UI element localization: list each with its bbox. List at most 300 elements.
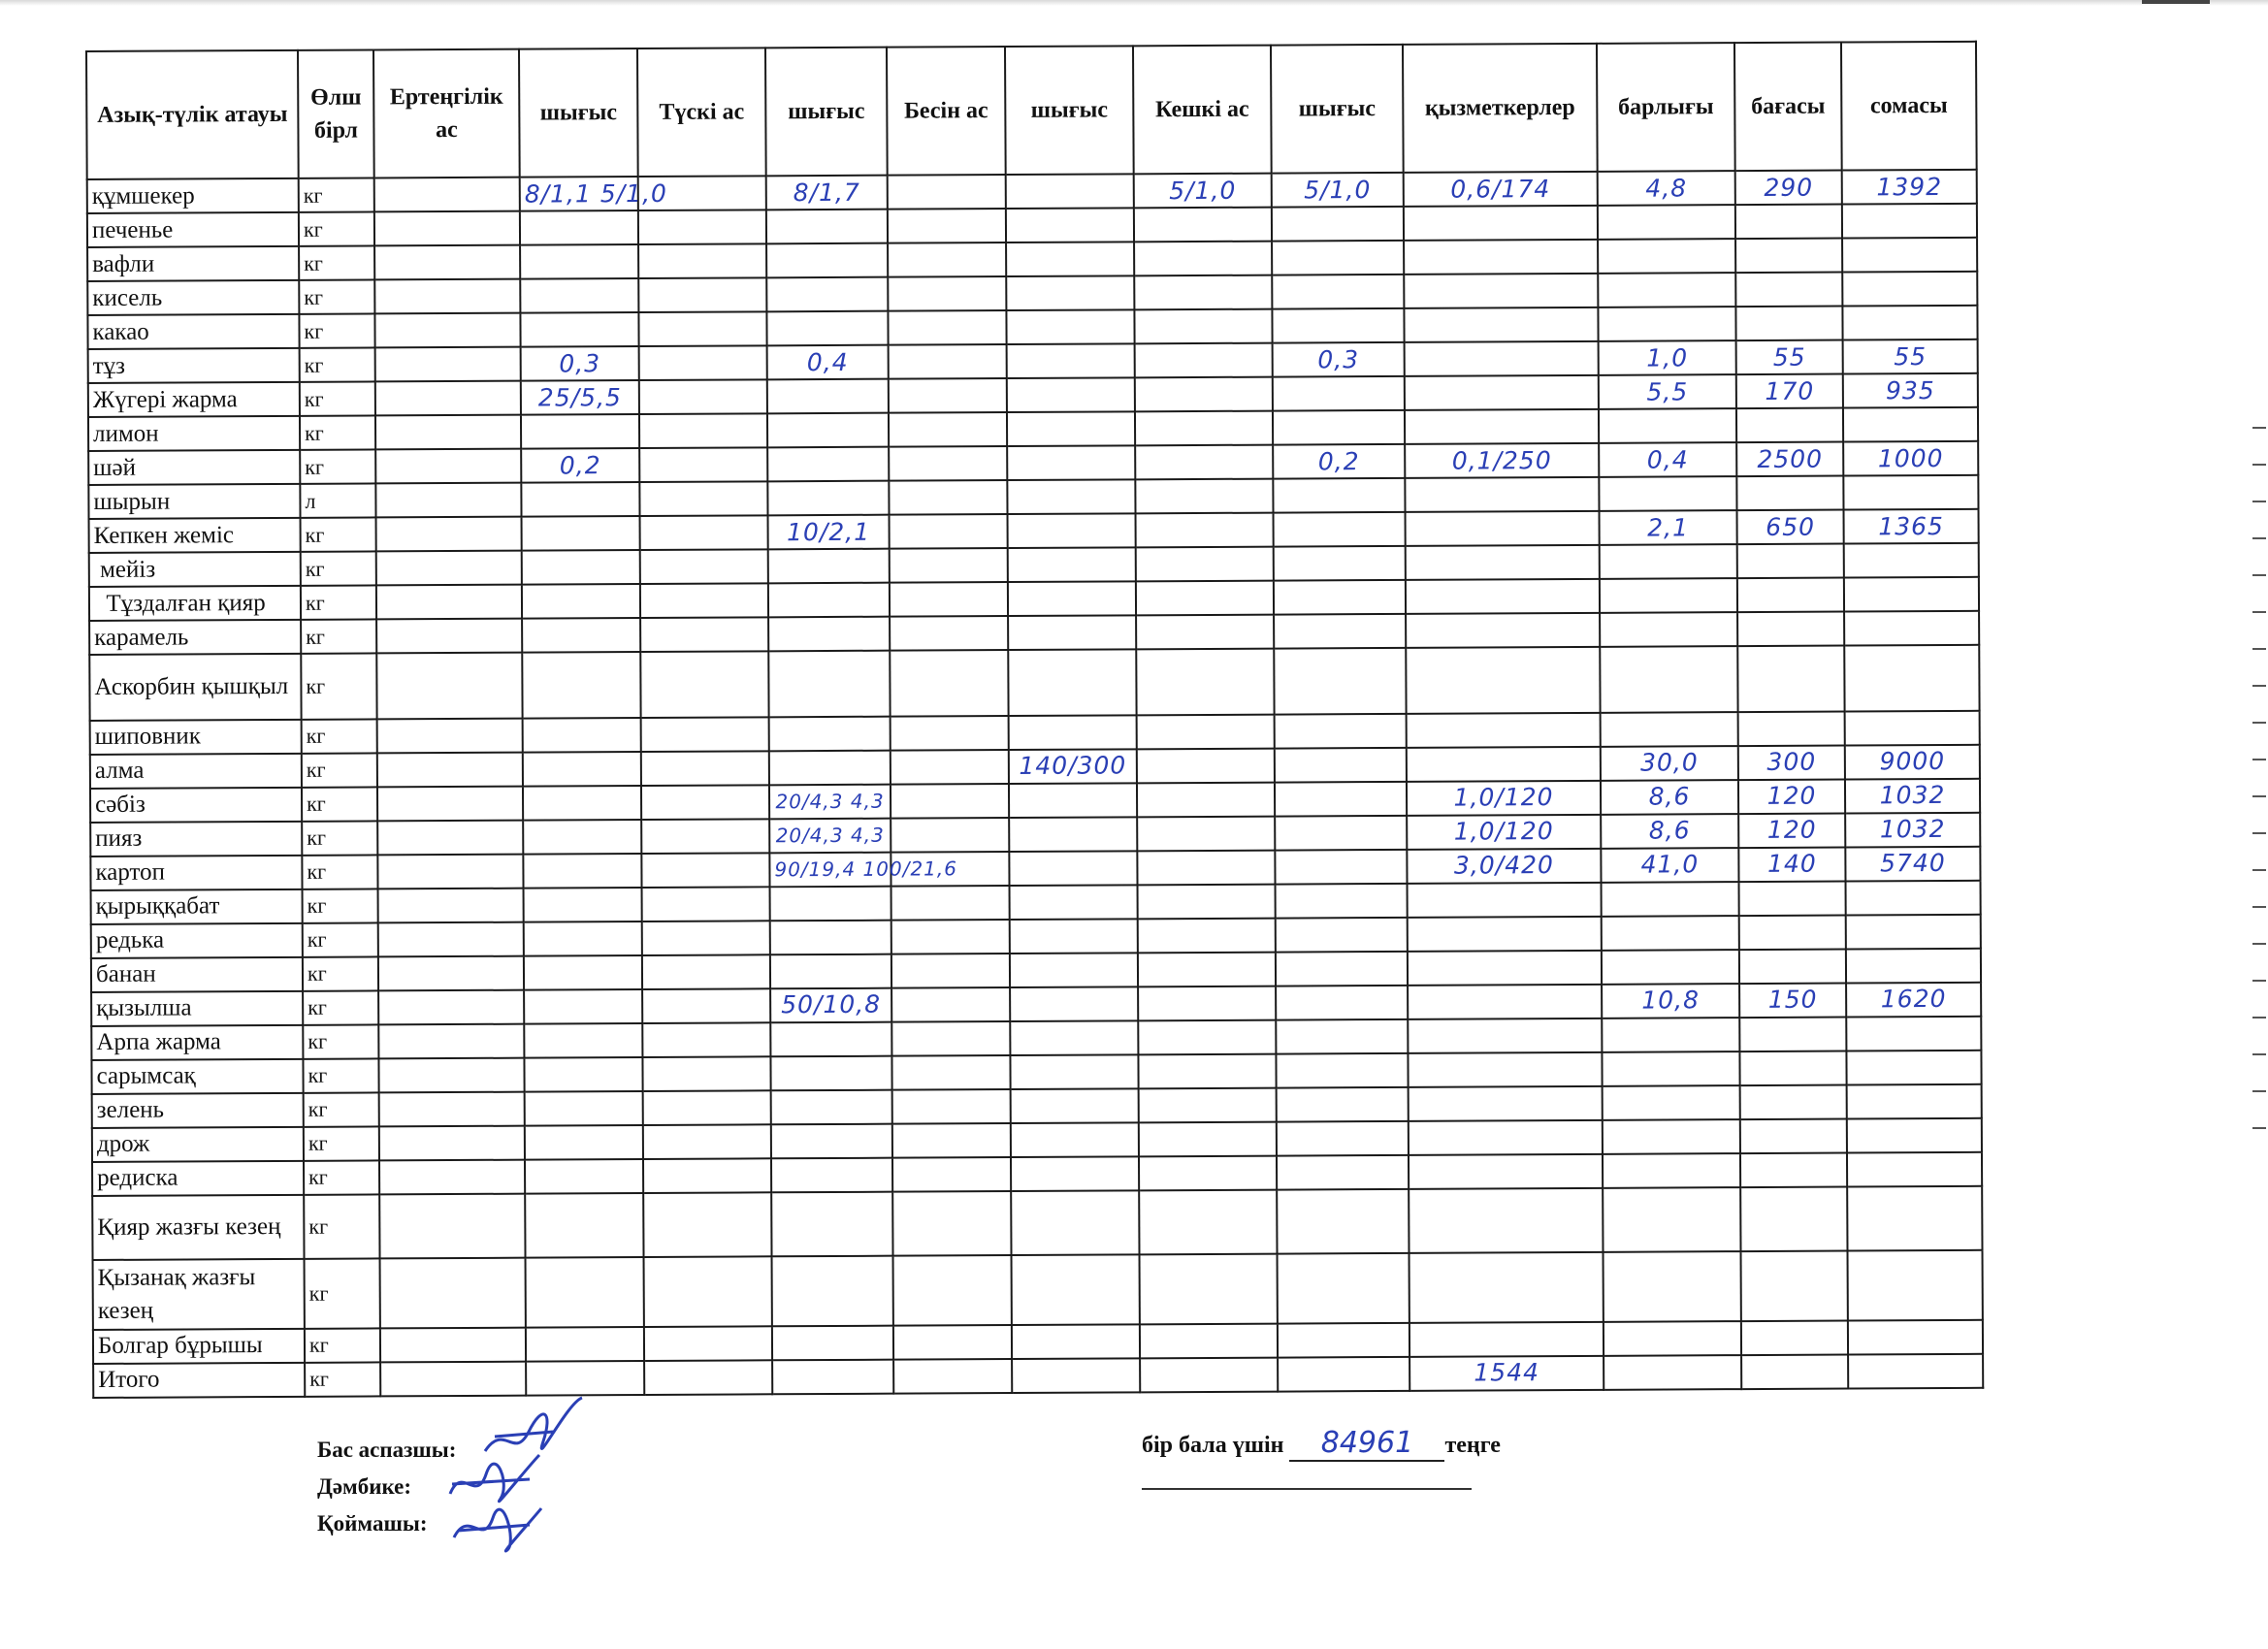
- value-cell: [766, 243, 888, 278]
- value-cell: [1600, 578, 1737, 613]
- value-cell: 935: [1843, 373, 1978, 408]
- value-cell: [1138, 885, 1276, 920]
- value-cell: [1009, 783, 1137, 818]
- unit-cell: кг: [302, 753, 377, 787]
- value-cell: [377, 821, 523, 856]
- unit-cell: кг: [301, 551, 376, 585]
- product-name-cell: алма: [90, 754, 302, 789]
- value-cell: [1273, 376, 1405, 411]
- value-cell: [1274, 546, 1406, 581]
- table-row: [89, 645, 1979, 721]
- value-cell: [638, 243, 766, 278]
- unit-cell: кг: [302, 719, 377, 753]
- value-cell: [1140, 1253, 1278, 1324]
- value-cell: [1277, 1121, 1409, 1156]
- value-cell: [1008, 513, 1136, 548]
- value-cell: 10,8: [1602, 984, 1739, 1018]
- value-cell: [522, 618, 640, 653]
- unit-cell: кг: [302, 821, 377, 855]
- value-cell: 150: [1739, 983, 1846, 1018]
- product-name-cell: редька: [91, 923, 303, 958]
- value-cell: 1365: [1844, 509, 1979, 544]
- product-name-cell: печенье: [87, 212, 299, 247]
- value-cell: [1135, 445, 1273, 480]
- value-cell: [375, 381, 521, 416]
- value-cell: [1406, 511, 1600, 546]
- value-cell: [1407, 713, 1601, 748]
- per-child-prefix: бір бала үшін: [1142, 1433, 1284, 1458]
- product-name-cell: банан: [91, 957, 303, 992]
- value-cell: [1012, 1358, 1140, 1393]
- value-cell: [374, 245, 520, 280]
- product-name-cell: Қияр жазғы кезең: [92, 1195, 304, 1260]
- value-cell: [1138, 1020, 1276, 1055]
- unit-cell: кг: [303, 1058, 378, 1092]
- value-cell: [1273, 410, 1405, 445]
- value-cell: [377, 719, 523, 754]
- value-cell: [1408, 985, 1602, 1019]
- scan-marks-right: [2247, 427, 2268, 1203]
- value-cell: [890, 616, 1008, 651]
- value-cell: [1274, 580, 1406, 615]
- unit-cell: кг: [299, 211, 374, 245]
- value-cell: 120: [1738, 813, 1845, 848]
- value-cell: [379, 1194, 525, 1259]
- value-cell: [891, 750, 1009, 785]
- value-cell: [638, 277, 766, 312]
- value-cell: [892, 1089, 1011, 1124]
- value-cell: [1011, 1088, 1139, 1123]
- value-cell: [521, 482, 639, 517]
- value-cell: [1137, 715, 1275, 750]
- value-cell: 1620: [1846, 983, 1981, 1018]
- value-cell: [523, 854, 641, 889]
- value-cell: [1409, 1086, 1603, 1121]
- value-cell: 1032: [1845, 779, 1980, 814]
- value-cell: [1278, 1357, 1409, 1392]
- value-cell: [524, 955, 642, 990]
- value-cell: 170: [1736, 374, 1843, 409]
- dietitian-label: Дәмбике:: [317, 1474, 411, 1499]
- value-cell: [890, 582, 1008, 617]
- unit-cell: кг: [303, 889, 378, 922]
- value-cell: [525, 1125, 643, 1160]
- value-cell: [891, 716, 1009, 751]
- value-cell: [769, 751, 891, 786]
- product-name-cell: сәбіз: [90, 788, 302, 823]
- value-cell: [526, 1257, 644, 1328]
- value-cell: [1008, 615, 1136, 650]
- value-cell: 30,0: [1601, 746, 1738, 781]
- value-cell: 5/1,0: [1272, 173, 1404, 208]
- value-cell: [1007, 411, 1135, 446]
- value-cell: [1409, 1188, 1603, 1253]
- value-cell: [1735, 205, 1842, 240]
- value-cell: [771, 1090, 892, 1125]
- value-cell: [643, 1124, 771, 1159]
- per-child-cost: [1142, 1426, 1501, 1462]
- value-cell: [1011, 1190, 1139, 1255]
- product-name-cell: Қызанақ жазғы кезең: [93, 1259, 305, 1330]
- value-cell: [1010, 1054, 1138, 1089]
- value-cell: [1601, 712, 1738, 747]
- value-cell: [376, 653, 522, 720]
- value-cell: [638, 210, 766, 244]
- value-cell: [524, 1023, 642, 1058]
- col-header-breakfast-out: шығыс: [519, 48, 638, 178]
- value-cell: [772, 1326, 893, 1361]
- value-cell: [378, 922, 524, 957]
- value-cell: [374, 313, 520, 348]
- value-cell: [520, 278, 638, 313]
- value-cell: [379, 1092, 525, 1127]
- value-cell: [380, 1328, 526, 1363]
- value-cell: [1846, 1017, 1981, 1051]
- value-cell: [891, 1021, 1010, 1056]
- value-cell: [520, 210, 638, 245]
- value-cell: [378, 1024, 524, 1059]
- value-cell: [770, 1056, 891, 1091]
- value-cell: [642, 887, 770, 922]
- unit-cell: кг: [303, 1024, 378, 1058]
- value-cell: 0,2: [1273, 444, 1405, 479]
- value-cell: [375, 483, 521, 518]
- ledger-body: [87, 170, 1984, 1398]
- value-cell: [1137, 851, 1275, 886]
- value-cell: [1599, 476, 1736, 511]
- value-cell: [1409, 1120, 1603, 1155]
- value-cell: [377, 753, 523, 788]
- value-cell: [1600, 544, 1737, 579]
- value-cell: [1846, 915, 1981, 950]
- value-cell: [1740, 1118, 1847, 1153]
- value-cell: [1010, 919, 1138, 954]
- value-cell: [770, 921, 891, 955]
- value-cell: [1848, 1354, 1983, 1389]
- product-name-cell: Аскорбин қышқыл: [89, 654, 301, 721]
- head-cook-label: Бас аспазшы:: [317, 1438, 457, 1462]
- value-cell: 0,4: [767, 345, 889, 380]
- value-cell: [1600, 646, 1737, 713]
- value-cell: [1275, 816, 1407, 851]
- value-cell: [1407, 747, 1601, 782]
- product-name-cell: Итого: [93, 1363, 305, 1398]
- value-cell: [1011, 1156, 1139, 1191]
- product-name-cell: шырын: [88, 484, 300, 519]
- value-cell: [1842, 306, 1977, 340]
- signature-rule: [1142, 1488, 1472, 1490]
- value-cell: [771, 1192, 892, 1257]
- col-header-lunch: Түскі ас: [637, 48, 766, 177]
- value-cell: [375, 449, 521, 484]
- product-name-cell: зелень: [92, 1093, 304, 1128]
- value-cell: [1276, 884, 1408, 919]
- value-cell: [1598, 307, 1735, 341]
- value-cell: [891, 784, 1009, 819]
- header-row: [86, 42, 1977, 179]
- value-cell: [1139, 1156, 1277, 1191]
- value-cell: [1011, 1122, 1139, 1157]
- value-cell: 2,1: [1600, 510, 1737, 545]
- col-header-dinner: Кешкі ас: [1133, 46, 1272, 175]
- value-cell: 0,2: [521, 448, 639, 483]
- value-cell: [1736, 408, 1843, 443]
- value-cell: 1032: [1845, 813, 1980, 848]
- value-cell: [1737, 646, 1844, 713]
- value-cell: [891, 818, 1009, 853]
- unit-cell: кг: [301, 585, 376, 619]
- value-cell: 2500: [1736, 442, 1843, 477]
- value-cell: [643, 1158, 771, 1193]
- unit-cell: кг: [302, 787, 377, 821]
- value-cell: [1409, 1154, 1603, 1189]
- value-cell: [1134, 242, 1272, 276]
- value-cell: [1136, 615, 1274, 650]
- value-cell: [1138, 919, 1276, 954]
- value-cell: 0,4: [1599, 442, 1736, 477]
- value-cell: [1137, 749, 1275, 784]
- value-cell: 5740: [1845, 847, 1980, 882]
- product-name-cell: құмшекер: [87, 178, 299, 213]
- per-child-value-line: [1289, 1426, 1444, 1462]
- value-cell: [526, 1361, 644, 1396]
- value-cell: [639, 413, 767, 448]
- value-cell: [1408, 951, 1602, 986]
- value-cell: 650: [1737, 510, 1844, 545]
- value-cell: [1603, 1119, 1740, 1154]
- product-name-cell: Кепкен жеміс: [89, 518, 301, 553]
- product-name-cell: шәй: [88, 450, 300, 485]
- product-name-cell: дрож: [92, 1127, 304, 1162]
- value-cell: [644, 1256, 772, 1327]
- col-header-sum: сомасы: [1841, 42, 1977, 171]
- unit-cell: кг: [300, 347, 375, 381]
- value-cell: [1602, 1051, 1739, 1086]
- value-cell: [1739, 881, 1846, 916]
- value-cell: [640, 617, 768, 652]
- col-header-snack: Бесін ас: [887, 47, 1006, 176]
- value-cell: [1135, 343, 1273, 378]
- value-cell: [1406, 545, 1600, 580]
- value-cell: [523, 820, 641, 855]
- value-cell: [892, 1191, 1011, 1256]
- value-cell: [1602, 1018, 1739, 1052]
- value-cell: [770, 1022, 891, 1057]
- col-header-snack-out: шығыс: [1005, 46, 1134, 175]
- value-cell: [772, 1255, 893, 1326]
- value-cell: [639, 481, 767, 516]
- value-cell: [1598, 239, 1735, 274]
- value-cell: [1408, 917, 1602, 952]
- value-cell: [770, 954, 891, 989]
- value-cell: [642, 921, 770, 955]
- value-cell: [1848, 1250, 1983, 1321]
- scan-edge: [0, 0, 2268, 6]
- value-cell: [1738, 711, 1845, 746]
- value-cell: [1138, 1054, 1276, 1089]
- unit-cell: кг: [301, 517, 376, 551]
- value-cell: [891, 954, 1010, 988]
- value-cell: [1408, 883, 1602, 918]
- value-cell: [892, 1157, 1011, 1192]
- value-cell: [1405, 477, 1599, 512]
- value-cell: [1272, 308, 1404, 343]
- value-cell: [376, 551, 522, 586]
- storekeeper-signature: [444, 1494, 551, 1562]
- value-cell: [1010, 1020, 1138, 1055]
- unit-cell: кг: [300, 381, 375, 415]
- value-cell: 8,6: [1601, 780, 1738, 815]
- value-cell: [1135, 411, 1273, 446]
- value-cell: [1739, 915, 1846, 950]
- value-cell: [1604, 1251, 1741, 1322]
- value-cell: [641, 819, 769, 854]
- value-cell: [893, 1255, 1012, 1326]
- value-cell: [767, 413, 889, 448]
- value-cell: [1137, 817, 1275, 852]
- value-cell: [768, 583, 890, 618]
- value-cell: [1405, 409, 1599, 444]
- value-cell: [1404, 307, 1598, 342]
- value-cell: [1847, 1084, 1982, 1119]
- value-cell: [1275, 714, 1407, 749]
- product-name-cell: сарымсақ: [91, 1059, 303, 1094]
- value-cell: [520, 312, 638, 347]
- value-cell: [1735, 307, 1842, 341]
- col-header-lunch-out: шығыс: [765, 48, 888, 177]
- value-cell: [888, 175, 1006, 210]
- value-cell: [1277, 1155, 1409, 1190]
- value-cell: [1138, 953, 1276, 987]
- unit-cell: кг: [304, 1160, 379, 1194]
- value-cell: [891, 886, 1010, 921]
- value-cell: [1276, 918, 1408, 953]
- value-cell: [1135, 479, 1273, 514]
- value-cell: [1274, 648, 1406, 715]
- value-cell: [1848, 1320, 1983, 1355]
- value-cell: 1000: [1843, 441, 1978, 476]
- food-ledger-table: [85, 41, 1984, 1399]
- value-cell: [522, 550, 640, 585]
- value-cell: [522, 516, 640, 551]
- value-cell: [1009, 817, 1137, 852]
- value-cell: 3,0/420: [1407, 849, 1601, 884]
- unit-cell: кг: [299, 313, 374, 347]
- unit-cell: кг: [304, 1126, 379, 1160]
- value-cell: [1139, 1088, 1277, 1123]
- value-cell: [1276, 1019, 1408, 1054]
- value-cell: [643, 1090, 771, 1125]
- value-cell: [524, 888, 642, 922]
- product-name-cell: қызылша: [91, 991, 303, 1026]
- value-cell: [644, 1326, 772, 1361]
- value-cell: [767, 447, 889, 482]
- value-cell: [888, 209, 1006, 243]
- value-cell: [524, 1057, 642, 1092]
- product-name-cell: карамель: [89, 620, 301, 655]
- value-cell: [1844, 543, 1979, 578]
- value-cell: [771, 1124, 892, 1159]
- value-cell: 0,3: [521, 346, 639, 381]
- value-cell: [1006, 174, 1134, 209]
- value-cell: 20/4,3 4,3: [769, 819, 891, 854]
- value-cell: [639, 447, 767, 482]
- value-cell: 20/4,3 4,3: [769, 785, 891, 820]
- value-cell: [892, 1123, 1011, 1158]
- value-cell: [640, 549, 768, 584]
- value-cell: [1739, 1017, 1846, 1051]
- value-cell: [1739, 1051, 1846, 1085]
- table-row: [93, 1250, 1983, 1330]
- product-name-cell: мейіз: [89, 552, 301, 587]
- value-cell: [1741, 1354, 1848, 1389]
- value-cell: [890, 548, 1008, 583]
- value-cell: [1847, 1118, 1982, 1153]
- value-cell: [644, 1360, 772, 1395]
- value-cell: [1842, 272, 1977, 307]
- value-cell: [1740, 1186, 1847, 1250]
- value-cell: [767, 481, 889, 516]
- value-cell: [890, 514, 1008, 549]
- value-cell: [377, 855, 523, 889]
- value-cell: 140: [1738, 847, 1845, 882]
- value-cell: [769, 717, 891, 752]
- value-cell: [522, 584, 640, 619]
- unit-cell: кг: [299, 178, 374, 211]
- value-cell: 41,0: [1601, 848, 1738, 883]
- value-cell: [766, 277, 888, 312]
- value-cell: [1600, 612, 1737, 647]
- value-cell: [1844, 645, 1979, 712]
- value-cell: [1006, 309, 1134, 344]
- value-cell: [1603, 1187, 1740, 1252]
- col-header-breakfast: Ертеңгілік ас: [373, 49, 520, 178]
- value-cell: [1737, 612, 1844, 647]
- value-cell: [1846, 1051, 1981, 1085]
- value-cell: [1006, 242, 1134, 276]
- value-cell: [1134, 309, 1272, 344]
- value-cell: 120: [1738, 779, 1845, 814]
- value-cell: [1136, 547, 1274, 582]
- unit-cell: кг: [300, 415, 375, 449]
- value-cell: [1741, 1250, 1848, 1321]
- value-cell: [1847, 1186, 1982, 1251]
- value-cell: [642, 988, 770, 1023]
- value-cell: [1140, 1357, 1278, 1392]
- value-cell: [1604, 1321, 1741, 1356]
- value-cell: [1009, 715, 1137, 750]
- value-cell: [522, 652, 640, 719]
- value-cell: [1275, 782, 1407, 817]
- product-name-cell: вафли: [87, 246, 299, 281]
- value-cell: [1275, 748, 1407, 783]
- value-cell: [1006, 208, 1134, 242]
- unit-cell: кг: [299, 245, 374, 279]
- product-name-cell: какао: [87, 314, 299, 349]
- value-cell: [1276, 1053, 1408, 1088]
- value-cell: [1737, 578, 1844, 613]
- value-cell: [889, 344, 1007, 379]
- value-cell: [1846, 881, 1981, 916]
- product-name-cell: тұз: [88, 348, 300, 383]
- value-cell: [523, 786, 641, 821]
- value-cell: [1134, 275, 1272, 310]
- value-cell: [526, 1327, 644, 1362]
- unit-cell: кг: [299, 279, 374, 313]
- product-name-cell: лимон: [88, 416, 300, 451]
- product-name-cell: Тұздалған қияр: [89, 586, 301, 621]
- value-cell: [642, 954, 770, 989]
